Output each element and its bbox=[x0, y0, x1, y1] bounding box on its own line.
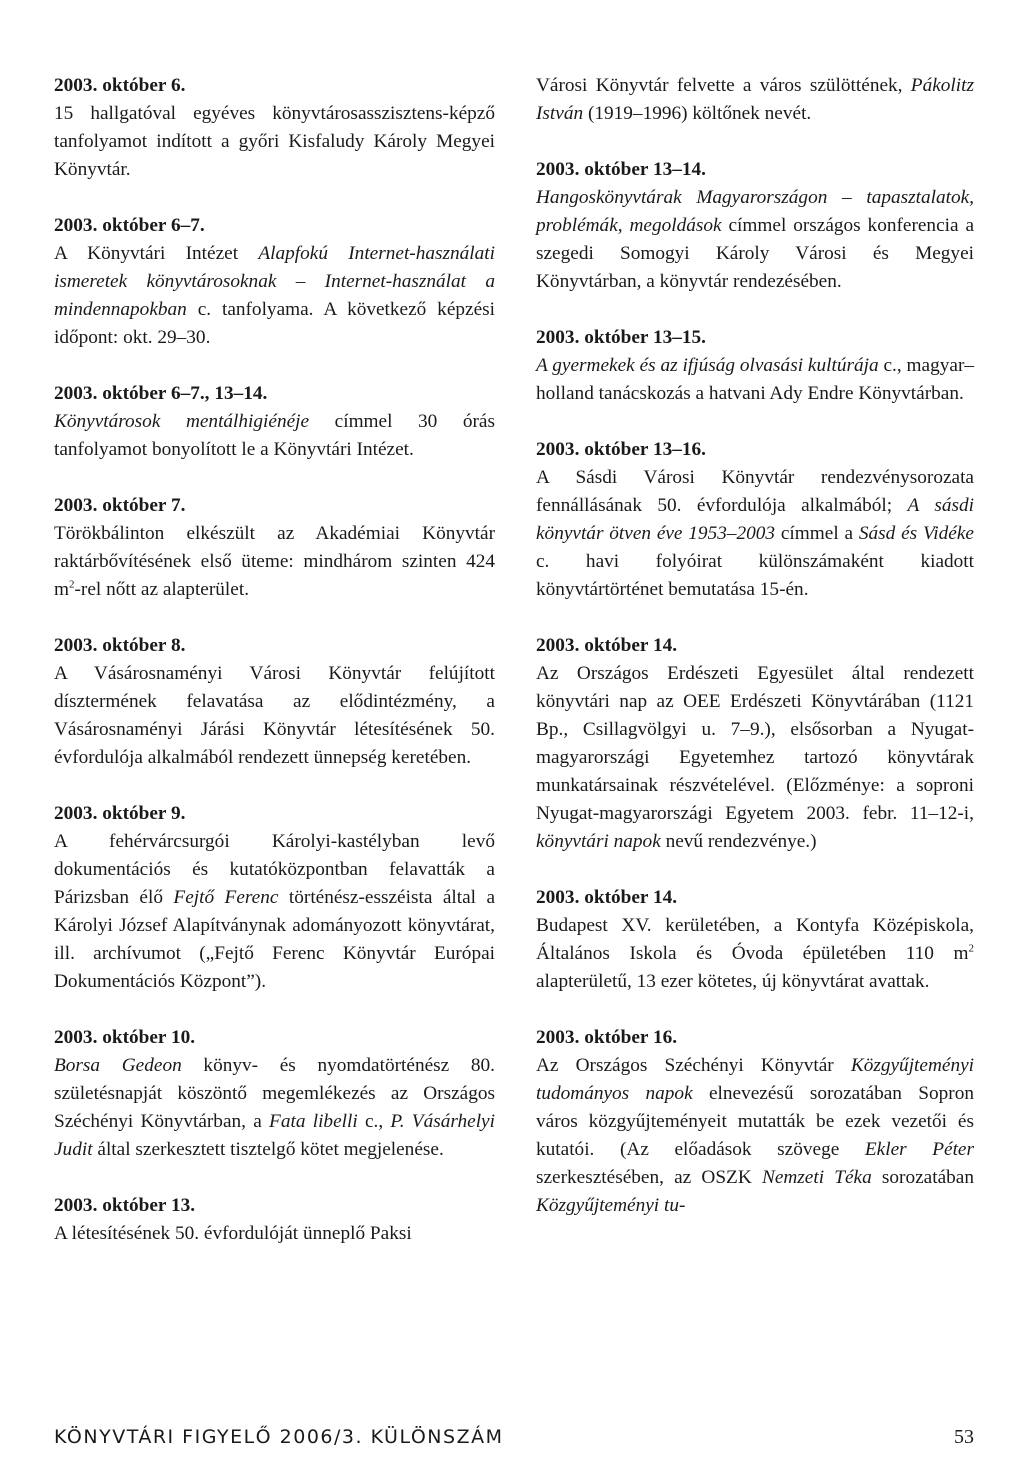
italic-title: Alapfokú Internet-használati ismeretek könyvtárosoknak – Internet-használat a mindennapokban bbox=[54, 243, 495, 320]
text-run: könyv- és nyomdatörténész 80. születésnapját köszöntő megemlékezés az Országos Széchényi Könyvtárban, a bbox=[54, 1055, 496, 1132]
entry-date: 2003. október 13–15. bbox=[536, 327, 706, 348]
italic-title: Könyvtárosok mentálhigiénéje bbox=[54, 411, 310, 432]
text-run: történész-esszéista által a Károlyi József Alapítványnak adományozott könyvtárat, ill. archívumot („Fejtő Ferenc Könyvtár Európai Dokumentációs Központ”). bbox=[54, 887, 496, 992]
text-run: A Sásdi Városi Könyvtár rendezvénysorozata fennállásának 50. évfordulója alkalmából; bbox=[536, 467, 974, 516]
page-footer bbox=[54, 1426, 974, 1448]
entry-date: 2003. október 6–7., 13–14. bbox=[54, 383, 268, 404]
italic-title: Hangoskönyvtárak Magyarországon – tapasztalatok, problémák, megoldások bbox=[536, 187, 974, 236]
right-column bbox=[536, 72, 974, 1248]
text-run: által szerkesztett tisztelgő kötet megjelenése. bbox=[92, 1139, 444, 1160]
entry-text bbox=[54, 1052, 495, 1164]
superscript: 2 bbox=[69, 578, 75, 591]
text-run: címmel országos konferencia a szegedi Somogyi Károly Városi és Megyei Könyvtárban, a könyvtár rendezésében. bbox=[536, 215, 975, 292]
text-run: Budapest XV. kerületében, a Kontyfa Középiskola, Általános Iskola és Óvoda épületében 110 m bbox=[536, 915, 974, 964]
text-run: Az Országos Erdészeti Egyesület által rendezett könyvtári nap az OEE Erdészeti Könyvtárában (1121 Bp., Csillagvölgyi u. 7–9.), elsősorban a Nyugat-magyarországi Egyetemhez tartozó könyvtárak munkatársainak részvételével. (Előzménye: a soproni Nyugat-magyarországi Egyetem 2003. febr. 11–12-i, bbox=[536, 663, 974, 824]
chronology-entry bbox=[536, 156, 974, 296]
text-run: alapterületű, 13 ezer kötetes, új könyvtárat avattak. bbox=[536, 971, 930, 992]
entry-text bbox=[536, 72, 974, 128]
chronology-entry bbox=[54, 632, 495, 772]
italic-title: Közgyűjteményi tudományos napok bbox=[536, 1055, 974, 1104]
entry-text bbox=[54, 520, 495, 604]
text-run: -rel nőtt az alapterület. bbox=[74, 579, 250, 600]
chronology-entry bbox=[536, 884, 974, 996]
italic-title: Közgyűjteményi tu- bbox=[536, 1195, 686, 1216]
text-run: A Könyvtári Intézet bbox=[54, 243, 259, 264]
entry-text bbox=[536, 184, 974, 296]
text-run: c., magyar–holland tanácskozás a hatvani Ady Endre Könyvtárban. bbox=[536, 355, 975, 404]
text-run: (1919–1996) költőnek nevét. bbox=[583, 103, 812, 124]
italic-title: Pákolitz István bbox=[536, 75, 974, 124]
page-number: 53 bbox=[954, 1426, 974, 1448]
entry-date: 2003. október 7. bbox=[54, 495, 186, 516]
left-column bbox=[54, 72, 495, 1276]
entry-text bbox=[54, 100, 495, 184]
text-run: c. tanfolyama. A következő képzési időpont: okt. 29–30. bbox=[54, 299, 495, 348]
chronology-entry bbox=[54, 72, 495, 184]
italic-title: Nemzeti Téka bbox=[761, 1167, 872, 1188]
chronology-entry bbox=[536, 436, 974, 604]
chronology-entry bbox=[536, 632, 974, 856]
chronology-entry bbox=[536, 72, 974, 128]
entry-text bbox=[54, 828, 495, 996]
entry-date: 2003. október 13. bbox=[54, 1195, 196, 1216]
entry-text bbox=[536, 464, 974, 604]
text-run: Az Országos Széchényi Könyvtár bbox=[536, 1055, 851, 1076]
entry-date: 2003. október 8. bbox=[54, 635, 186, 656]
entry-text bbox=[536, 1052, 974, 1220]
text-run: A fehérvárcsurgói Károlyi-kastélyban levő dokumentációs és kutatóközpontban felavatták a Párizsban élő bbox=[54, 831, 495, 908]
italic-title: A sásdi könyvtár ötven éve 1953–2003 bbox=[536, 495, 974, 544]
entry-text bbox=[54, 1220, 495, 1248]
italic-title: A gyermekek és az ifjúság olvasási kultúrája bbox=[536, 355, 879, 376]
text-run: Városi Könyvtár felvette a város szülöttének, bbox=[536, 75, 911, 96]
entry-text bbox=[536, 660, 974, 856]
superscript: 2 bbox=[968, 942, 974, 955]
entry-date: 2003. október 9. bbox=[54, 803, 186, 824]
text-run: címmel 30 órás tanfolyamot bonyolított le a Könyvtári Intézet. bbox=[54, 411, 495, 460]
text-run: A létesítésének 50. évfordulóját ünneplő Paksi bbox=[54, 1223, 412, 1244]
entry-text bbox=[536, 912, 974, 996]
entry-text bbox=[54, 408, 495, 464]
text-run: 15 hallgatóval egyéves könyvtárosasszisztens-képző tanfolyamot indított a győri Kisfaludy Károly Megyei Könyvtár. bbox=[54, 103, 495, 180]
entry-date: 2003. október 14. bbox=[536, 887, 678, 908]
text-run: c. havi folyóirat különszámaként kiadott könyvtártörténet bemutatása 15-én. bbox=[536, 551, 974, 600]
entry-date: 2003. október 6–7. bbox=[54, 215, 205, 236]
text-run: sorozatában bbox=[871, 1167, 974, 1188]
text-run: A Vásárosnaményi Városi Könyvtár felújított dísztermének felavatása az elődintézmény, a Vásárosnaményi Járási Könyvtár létesítésének 50. évfordulója alkalmából rendezett ünnepség keretében. bbox=[54, 663, 495, 768]
chronology-entry bbox=[54, 1192, 495, 1248]
text-run: nevű rendezvénye.) bbox=[660, 831, 817, 852]
italic-title: Sásd és Vidéke bbox=[858, 523, 974, 544]
italic-title: könyvtári napok bbox=[536, 831, 661, 852]
italic-title: P. Vásárhelyi Judit bbox=[54, 1111, 495, 1160]
entry-date: 2003. október 10. bbox=[54, 1027, 196, 1048]
entry-text bbox=[54, 240, 495, 352]
text-run: c., bbox=[357, 1111, 391, 1132]
italic-title: Fejtő Ferenc bbox=[173, 887, 279, 908]
journal-title: KÖNYVTÁRI FIGYELŐ 2006/3. KÜLÖNSZÁM bbox=[54, 1426, 504, 1448]
entry-text bbox=[54, 660, 495, 772]
text-run: címmel a bbox=[775, 523, 859, 544]
chronology-entry bbox=[54, 1024, 495, 1164]
text-run: szerkesztésében, az OSZK bbox=[536, 1167, 762, 1188]
italic-title: Fata libelli bbox=[269, 1111, 358, 1132]
chronology-entry bbox=[536, 324, 974, 408]
entry-date: 2003. október 16. bbox=[536, 1027, 678, 1048]
text-run: elnevezésű sorozatában Sopron város közgyűjteményeit mutatták be ezek vezetői és kutatói. (Az előadások szövege bbox=[536, 1083, 974, 1160]
entry-date: 2003. október 6. bbox=[54, 75, 186, 96]
chronology-entry bbox=[54, 380, 495, 464]
entry-date: 2003. október 14. bbox=[536, 635, 678, 656]
entry-text bbox=[536, 352, 974, 408]
chronology-entry bbox=[54, 492, 495, 604]
chronology-entry bbox=[54, 212, 495, 352]
text-run: Törökbálinton elkészült az Akadémiai Könyvtár raktárbővítésének első üteme: mindhárom szinten 424 m bbox=[54, 523, 495, 600]
entry-date: 2003. október 13–14. bbox=[536, 159, 706, 180]
entry-date: 2003. október 13–16. bbox=[536, 439, 706, 460]
italic-title: Ekler Péter bbox=[864, 1139, 974, 1160]
italic-title: Borsa Gedeon bbox=[54, 1055, 182, 1076]
chronology-entry bbox=[54, 800, 495, 996]
chronology-entry bbox=[536, 1024, 974, 1220]
